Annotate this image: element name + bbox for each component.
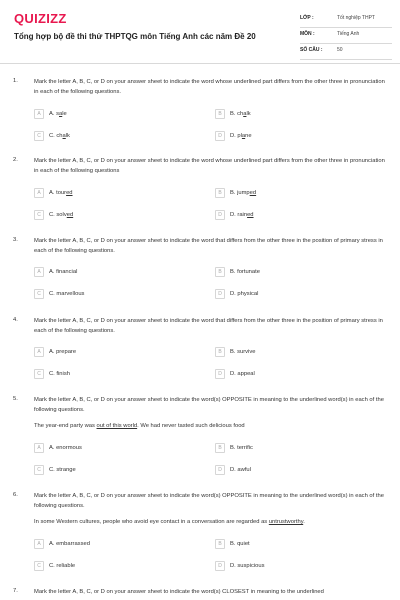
option-text: D. suspicious <box>230 563 265 569</box>
option-letter-box: A <box>34 347 44 357</box>
option-text: D. rained <box>230 212 254 218</box>
option-letter-box: A <box>34 539 44 549</box>
meta-value: 50 <box>337 47 343 53</box>
option-text: C. chalk <box>49 133 70 139</box>
meta-value: Tiếng Anh <box>337 31 360 37</box>
option-letter-box: D <box>215 561 225 571</box>
option-letter-box: A <box>34 188 44 198</box>
option-text: C. finish <box>49 371 70 377</box>
option-a[interactable] <box>34 109 194 121</box>
option-letter-box: A <box>34 267 44 277</box>
option-b[interactable] <box>215 347 375 359</box>
option-letter-box: C <box>34 210 44 220</box>
meta-row-class <box>300 12 392 28</box>
option-text: D. physical <box>230 291 259 297</box>
worksheet-header <box>0 0 400 64</box>
option-a[interactable] <box>34 267 194 279</box>
option-text: B. fortunate <box>230 269 260 275</box>
meta-label: MÔN : <box>300 31 315 37</box>
question-number: 7. <box>13 588 18 594</box>
option-b[interactable] <box>215 539 375 551</box>
option-d[interactable] <box>215 465 375 477</box>
quizizz-logo: QUIZIZZ <box>14 11 67 26</box>
option-letter-box: C <box>34 289 44 299</box>
option-b[interactable] <box>215 109 375 121</box>
option-letter-box: D <box>215 289 225 299</box>
question-number: 6. <box>13 492 18 498</box>
option-letter-box: B <box>215 109 225 119</box>
worksheet-meta <box>300 12 392 60</box>
option-text: D. plane <box>230 133 252 139</box>
question-passage: In some Western cultures, people who avoid eye contact in a conversation are regarded as untrustworthy. <box>34 519 305 525</box>
question-text: Mark the letter A, B, C, or D on your answer sheet to indicate the word(s) OPPOSITE in meaning to the underlined word(s) in each of the following questions. <box>34 493 384 509</box>
question-number: 1. <box>13 78 18 84</box>
meta-value: Tốt nghiệp THPT <box>337 15 375 21</box>
option-letter-box: A <box>34 109 44 119</box>
question-number: 5. <box>13 396 18 402</box>
option-letter-box: D <box>215 369 225 379</box>
option-c[interactable] <box>34 210 194 222</box>
option-text: B. terrific <box>230 445 253 451</box>
meta-label: SỐ CÂU : <box>300 47 323 53</box>
question-text: Mark the letter A, B, C, or D on your answer sheet to indicate the word(s) CLOSEST in meaning to the underlined <box>34 589 324 595</box>
meta-row-subject <box>300 28 392 44</box>
option-b[interactable] <box>215 267 375 279</box>
option-d[interactable] <box>215 289 375 301</box>
option-text: A. embarrassed <box>49 541 90 547</box>
option-a[interactable] <box>34 443 194 455</box>
option-a[interactable] <box>34 188 194 200</box>
option-letter-box: A <box>34 443 44 453</box>
option-text: D. appeal <box>230 371 255 377</box>
option-a[interactable] <box>34 347 194 359</box>
question-text: Mark the letter A, B, C, or D on your answer sheet to indicate the word that differs from the other three in the position of primary stress in each of the following questions. <box>34 318 383 334</box>
option-letter-box: D <box>215 210 225 220</box>
option-letter-box: D <box>215 131 225 141</box>
option-d[interactable] <box>215 369 375 381</box>
meta-label: LỚP : <box>300 15 314 21</box>
option-text: B. quiet <box>230 541 250 547</box>
option-letter-box: B <box>215 539 225 549</box>
option-letter-box: B <box>215 188 225 198</box>
option-d[interactable] <box>215 210 375 222</box>
question-text: Mark the letter A, B, C, or D on your answer sheet to indicate the word that differs from the other three in the position of primary stress in each of the following questions. <box>34 238 383 254</box>
option-text: D. awful <box>230 467 251 473</box>
option-a[interactable] <box>34 539 194 551</box>
option-letter-box: D <box>215 465 225 475</box>
meta-row-count <box>300 44 392 60</box>
option-letter-box: B <box>215 347 225 357</box>
option-text: A. sale <box>49 111 67 117</box>
question-number: 3. <box>13 237 18 243</box>
option-d[interactable] <box>215 131 375 143</box>
question-text: Mark the letter A, B, C, or D on your answer sheet to indicate the word whose underlined part differs from the other three in pronunciation in each of the following questions <box>34 158 385 174</box>
option-c[interactable] <box>34 561 194 573</box>
option-letter-box: C <box>34 465 44 475</box>
option-letter-box: C <box>34 561 44 571</box>
option-text: A. prepare <box>49 349 77 355</box>
question-text: Mark the letter A, B, C, or D on your answer sheet to indicate the word(s) OPPOSITE in meaning to the underlined word(s) in each of the following questions. <box>34 397 384 413</box>
option-c[interactable] <box>34 289 194 301</box>
option-text: B. chalk <box>230 111 251 117</box>
option-d[interactable] <box>215 561 375 573</box>
option-text: B. survive <box>230 349 256 355</box>
option-text: C. reliable <box>49 563 76 569</box>
question-number: 4. <box>13 317 18 323</box>
option-letter-box: C <box>34 369 44 379</box>
option-letter-box: B <box>215 267 225 277</box>
option-text: C. solved <box>49 212 74 218</box>
page-title: Tổng hợp bộ đề thi thử THPTQG môn Tiếng Anh các năm Đề 20 <box>14 32 256 41</box>
option-letter-box: C <box>34 131 44 141</box>
option-c[interactable] <box>34 465 194 477</box>
option-b[interactable] <box>215 443 375 455</box>
question-passage: The year-end party was out of this world. We had never tasted such delicious food <box>34 423 245 429</box>
option-text: A. toured <box>49 190 73 196</box>
option-b[interactable] <box>215 188 375 200</box>
option-text: B. jumped <box>230 190 257 196</box>
option-text: C. strange <box>49 467 76 473</box>
question-text: Mark the letter A, B, C, or D on your answer sheet to indicate the word whose underlined part differs from the other three in pronunciation in each of the following questions. <box>34 79 385 95</box>
option-c[interactable] <box>34 131 194 143</box>
option-text: C. marvellous <box>49 291 85 297</box>
option-c[interactable] <box>34 369 194 381</box>
question-number: 2. <box>13 157 18 163</box>
option-letter-box: B <box>215 443 225 453</box>
option-text: A. financial <box>49 269 78 275</box>
option-text: A. enormous <box>49 445 82 451</box>
